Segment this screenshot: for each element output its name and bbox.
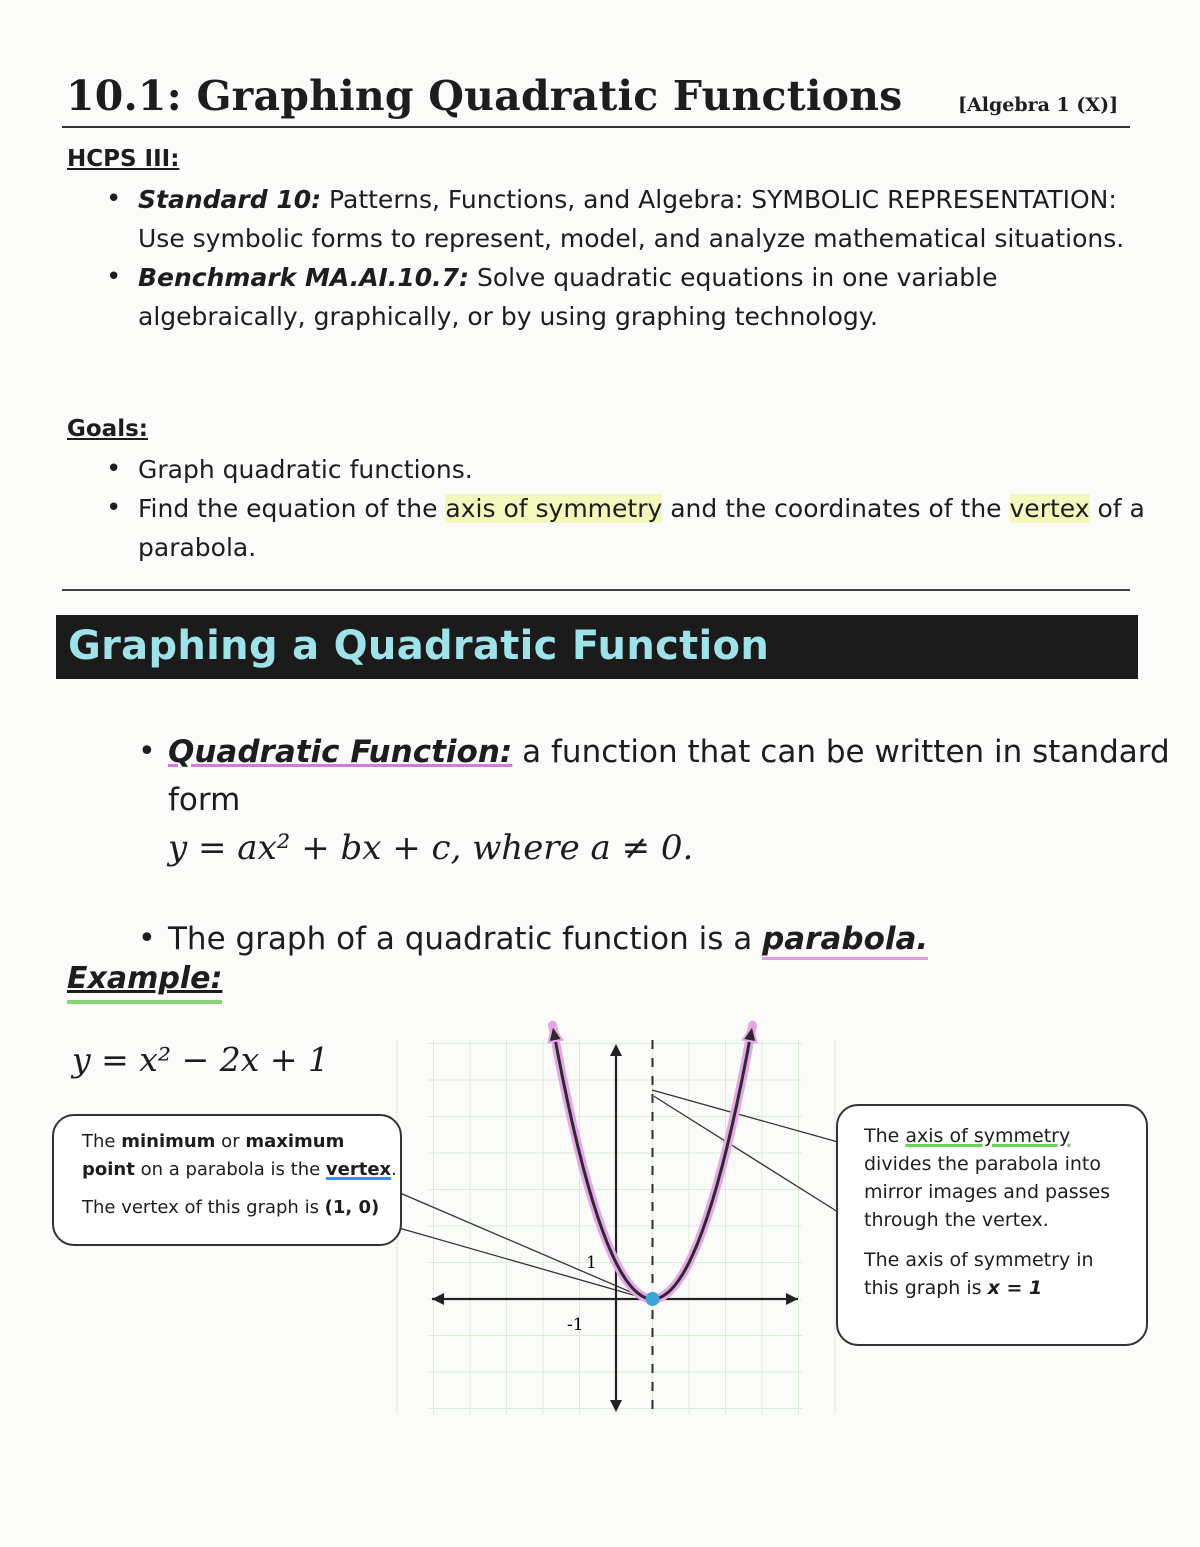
y-tick-label: 1: [586, 1253, 597, 1273]
quadratic-function-text: a function that can be written in standard form: [168, 734, 1170, 818]
goal-text-post: of a parabola.: [138, 494, 1145, 562]
point-term: point: [82, 1159, 135, 1180]
maximum-term: maximum: [245, 1131, 345, 1152]
vertex-highlight: vertex: [1009, 494, 1090, 523]
example-label: Example:: [67, 960, 222, 1004]
parabola-term: parabola.: [762, 921, 928, 960]
bullet-icon: •: [138, 921, 156, 956]
bullet-icon: •: [106, 262, 122, 292]
quadratic-function-term: Quadratic Function:: [168, 734, 513, 770]
axis-highlight: axis of symmetry: [445, 494, 663, 523]
goal-text: Graph quadratic functions.: [138, 455, 473, 484]
vertex-callout: [52, 1114, 402, 1246]
axis-callout-line2: The axis of symmetry in this graph is x = 1: [864, 1249, 1094, 1299]
example-equation: y = x² − 2x + 1: [72, 1040, 329, 1079]
axis-term: axis of symmetry: [905, 1125, 1071, 1147]
axis-callout: [836, 1104, 1148, 1346]
bullet-icon: •: [138, 734, 156, 769]
course-label: [Algebra 1 (X)]: [958, 94, 1119, 116]
bullet-icon: •: [106, 493, 122, 523]
axis-value: x = 1: [987, 1277, 1043, 1299]
page-title: 10.1: Graphing Quadratic Functions: [66, 72, 903, 120]
standard-text: Patterns, Functions, and Algebra: SYMBOLIC REPRESENTATION: Use symbolic forms to represent, model, and analyze mathematical situations.: [138, 185, 1125, 253]
bullet-icon: •: [106, 454, 122, 484]
standard-label: Standard 10:: [138, 185, 322, 214]
goals-heading: Goals:: [67, 416, 148, 442]
benchmark-text: Solve quadratic equations in one variable algebraically, graphically, or by using graphing technology.: [138, 263, 998, 331]
standard-form-formula: y = ax² + bx + c, where a ≠ 0.: [168, 828, 694, 868]
goal-text-pre: Find the equation of the: [138, 494, 446, 523]
axis-callout-line1: The axis of symmetry divides the parabola into mirror images and passes through the vertex.: [864, 1125, 1111, 1231]
goal-text-mid: and the coordinates of the: [662, 494, 1010, 523]
vertex-value: (1, 0): [324, 1197, 380, 1218]
parabola-text: The graph of a quadratic function is a: [168, 921, 763, 957]
vertex-callout-line1: The minimum or maximum point on a parabola is the vertex.: [82, 1131, 397, 1180]
vertex-callout-line2: The vertex of this graph is (1, 0): [82, 1197, 380, 1218]
section-title: Graphing a Quadratic Function: [68, 623, 770, 669]
vertex-term: vertex: [325, 1159, 392, 1180]
vertex-point: [646, 1292, 660, 1306]
minimum-term: minimum: [121, 1131, 216, 1152]
hcps-heading: HCPS III:: [67, 146, 180, 172]
bullet-icon: •: [106, 184, 122, 214]
benchmark-label: Benchmark MA.AI.10.7:: [138, 263, 470, 292]
x-tick-label: -1: [567, 1315, 584, 1335]
